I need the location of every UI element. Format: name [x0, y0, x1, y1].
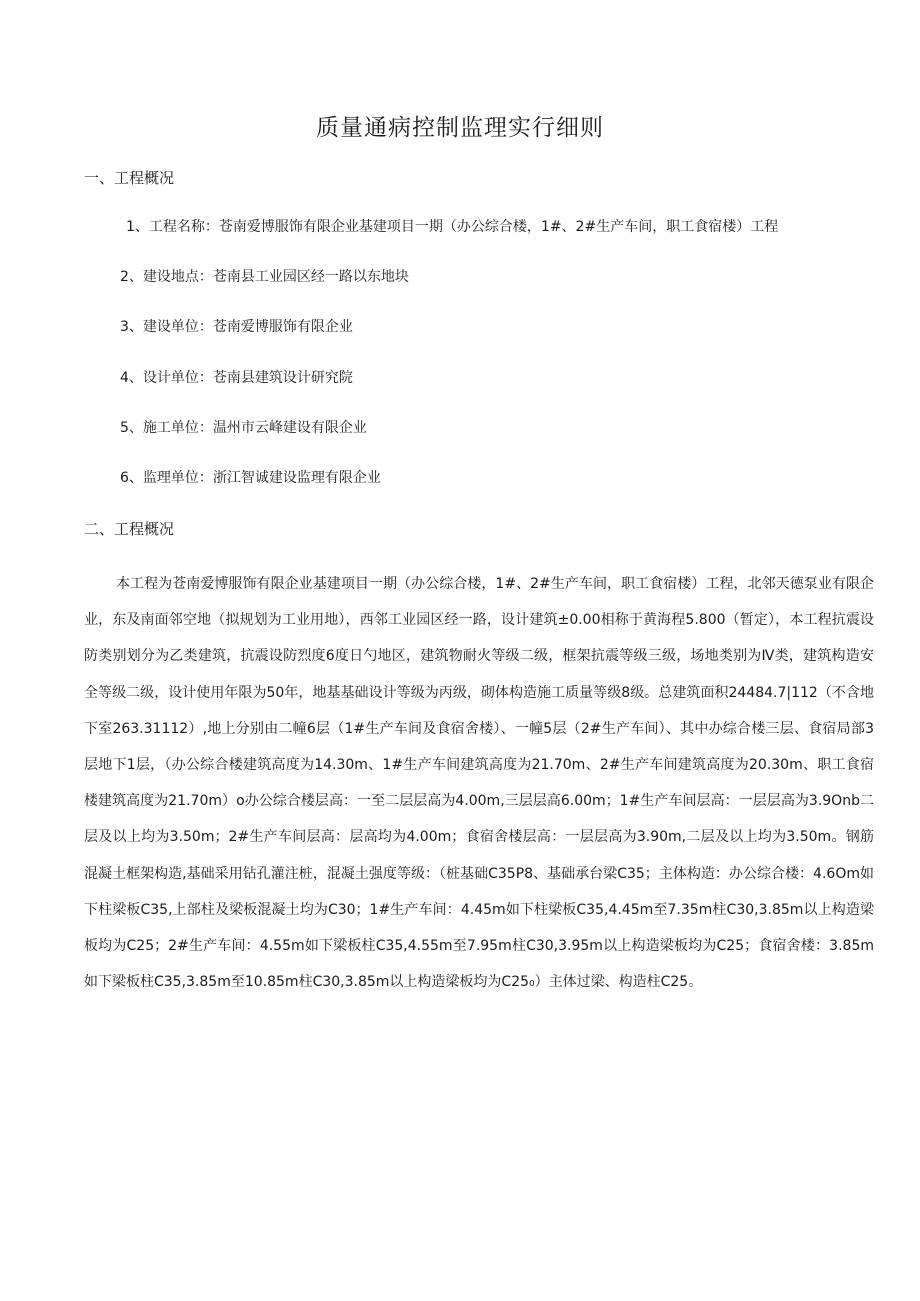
document-title: 质量通病控制监理实行细则: [316, 115, 604, 141]
info-item-label: 建设单位：: [142, 319, 213, 335]
info-item-number: 6、: [120, 470, 143, 486]
info-item-value: 浙江智诚建设监理有限企业: [212, 470, 381, 486]
info-item-number: 5、: [120, 420, 143, 436]
info-item-value: 温州市云峰建设有限企业: [212, 420, 367, 436]
info-item-value: 苍南县工业园区经一路以东地块: [212, 269, 409, 285]
section-heading-details: 二、工程概况: [84, 520, 175, 538]
info-item-label: 监理单位：: [142, 470, 213, 486]
info-item-supervisor: [0, 467, 920, 489]
project-description-paragraph: 本工程为苍南爱博服饰有限企业基建项目一期（办公综合楼，1#、2#生产车间，职工食宿楼）工程，北邻天德泵业有限企业，东及南面邻空地（拟规划为工业用地），西邻工业园区经一路，设计建筑±0.00相称于黄海程5.800（暂定），本工程抗震设防类别划分为乙类建筑，抗震设防烈度6度日勺地区，建筑物耐火等级二级，框架抗震等级三级，场地类别为Ⅳ类，建筑构造安全等级二级，设计使用年限为50年，地基基础设计等级为丙级，砌体构造施工质量等级8级。总建筑面积24484.7|112（不含地下室263.31112）,地上分别由二幢6层（1#生产车间及食宿舍楼）、一幢5层（2#生产车间）、其中办综合楼三层、食宿局部3层地下1层，（办公综合楼建筑高度为14.30m、1#生产车间建筑高度为21.70m、2#生产车间建筑高度为20.30m、职工食宿楼建筑高度为21.70m）o办公综合楼层高：一至二层层高为4.00m,三层层高6.00m；1#生产车间层高：一层层高为3.9Onb二层及以上均为3.50m；2#生产车间层高：层高均为4.00m；食宿舍楼层高：一层层高为3.90m,二层及以上均为3.50m。钢筋混凝土框架构造,基础采用钻孔灌注桩，混凝土强度等级：（桩基础C35P8、基础承台梁C35；主体构造：办公综合楼：4.6Om如下柱梁板C35,上部柱及梁板混凝土均为C30；1#生产车间：4.45m如下柱梁板C35,4.45m至7.35m柱C30,3.85m以上构造梁板均为C25；2#生产车间：4.55m如下梁板柱C35,4.55m至7.95m柱C30,3.95m以上构造梁板均为C25；食宿舍楼：3.85m如下梁板柱C35,3.85m至10.85m柱C30,3.85m以上构造梁板均为C25₀）主体过梁、构造柱C25。: [84, 576, 874, 991]
info-item-designer: [0, 367, 920, 389]
info-item-location: [0, 266, 920, 288]
info-item-label: 工程名称：: [148, 219, 219, 235]
info-item-owner: [0, 316, 920, 338]
section-heading-overview: 一、工程概况: [84, 169, 175, 187]
info-item-value: 苍南爱博服饰有限企业: [212, 319, 353, 335]
info-item-project-name: [0, 216, 920, 238]
info-item-number: 3、: [120, 319, 143, 335]
info-item-value: 苍南县建筑设计研究院: [212, 370, 353, 386]
info-item-contractor: [0, 417, 920, 439]
info-item-label: 建设地点：: [142, 269, 213, 285]
info-item-number: 4、: [120, 370, 143, 386]
info-item-label: 施工单位：: [142, 420, 213, 436]
info-item-value: 苍南爱博服饰有限企业基建项目一期（办公综合楼，1#、2#生产车间，职工食宿楼）工程: [218, 219, 779, 235]
info-item-label: 设计单位：: [142, 370, 213, 386]
info-item-number: 1、: [126, 219, 149, 235]
info-item-number: 2、: [120, 269, 143, 285]
